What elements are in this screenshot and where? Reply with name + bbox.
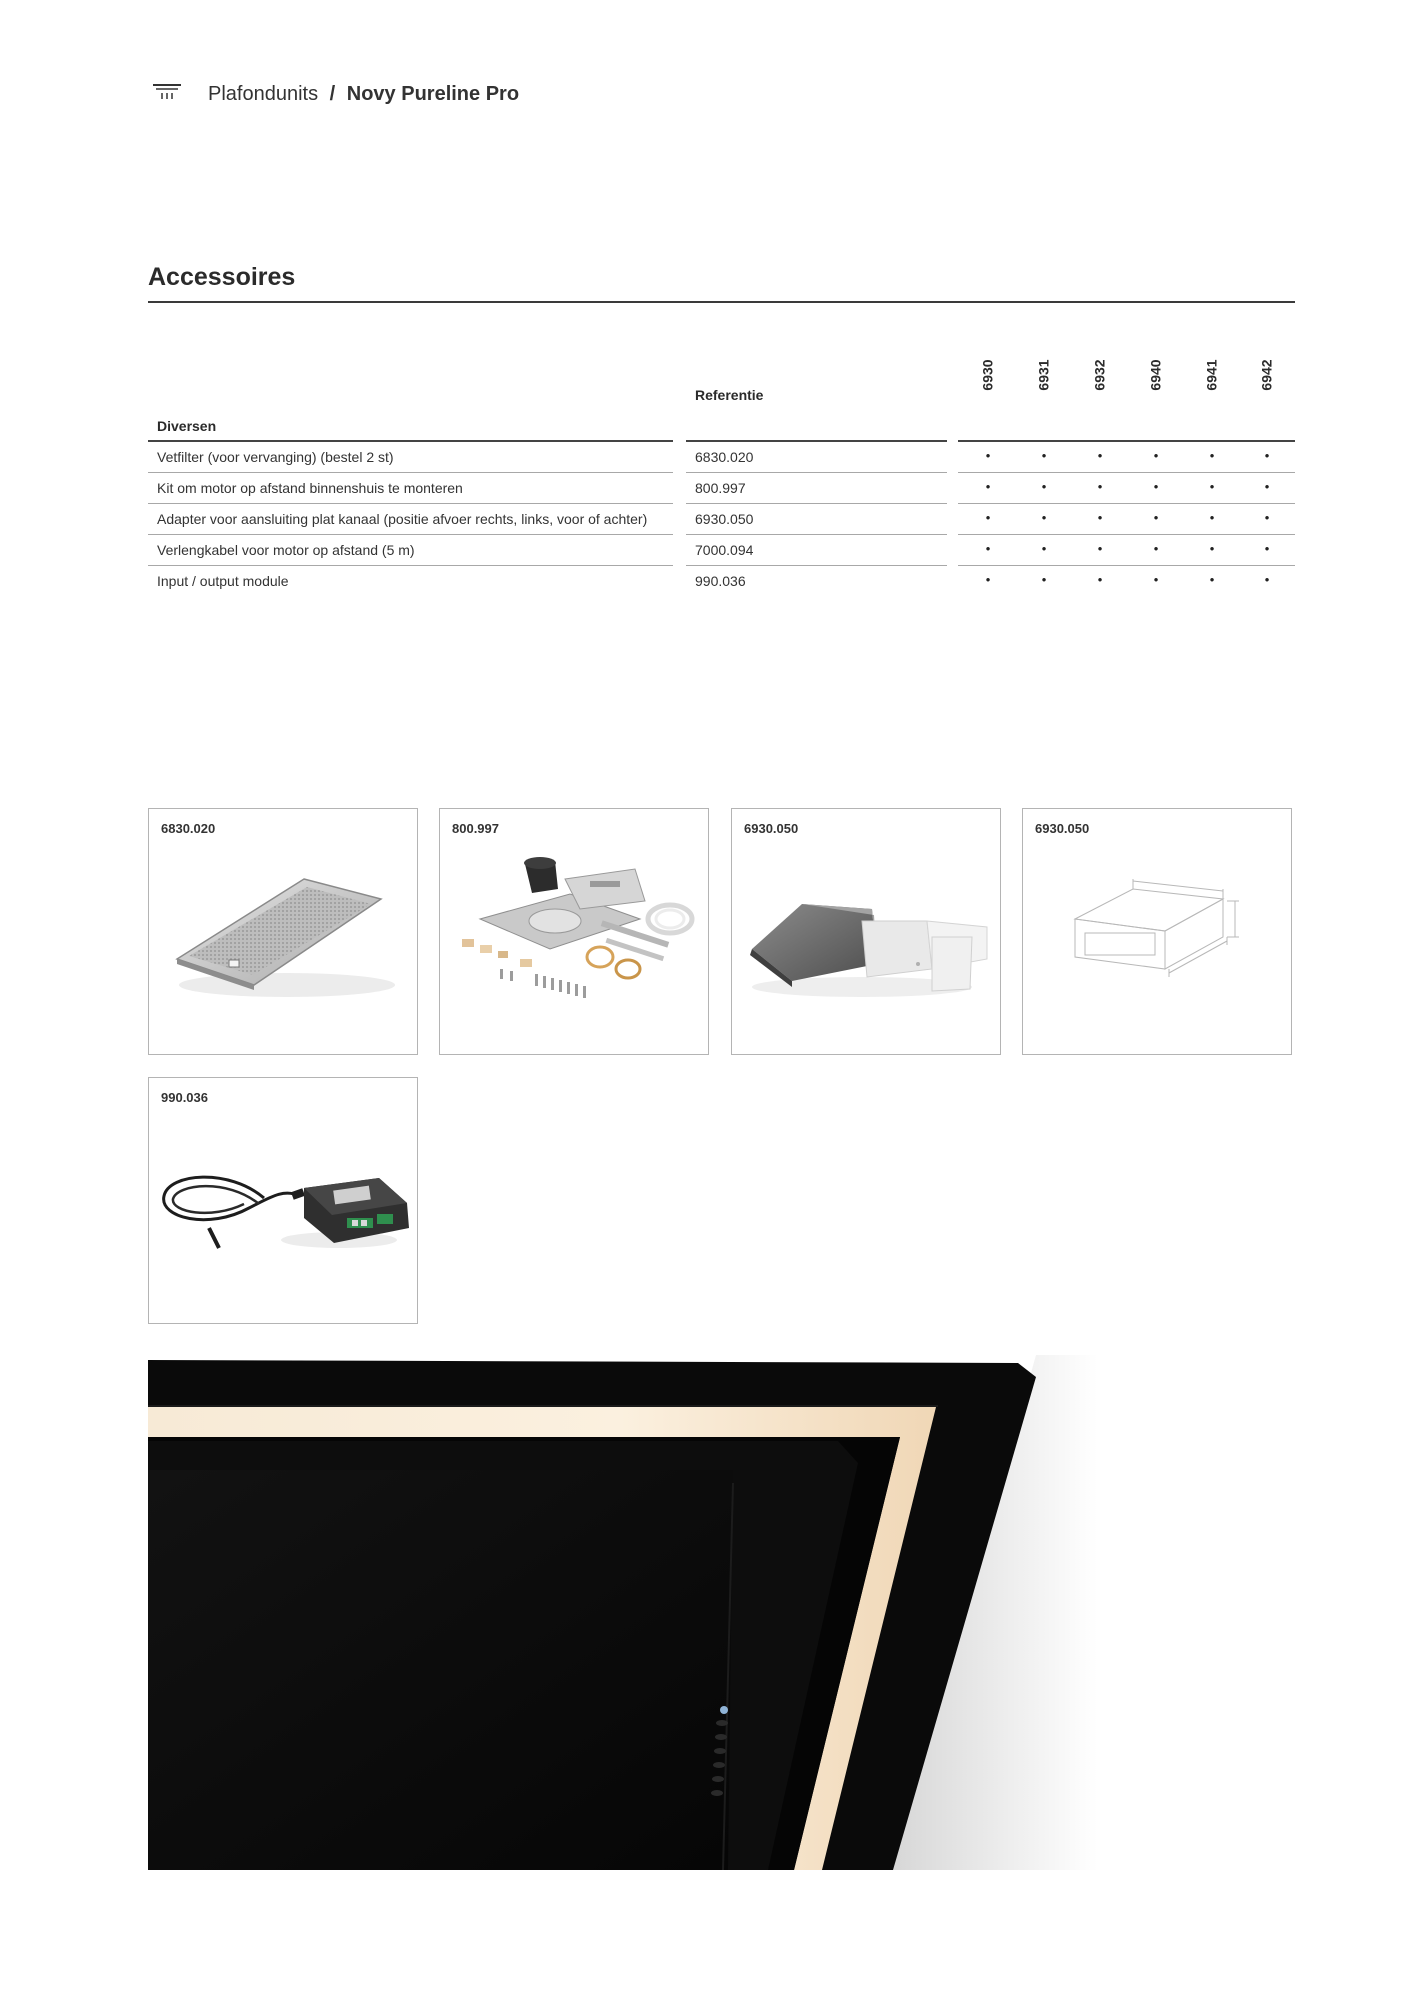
- availability-mark: •: [1264, 541, 1270, 556]
- ceiling-hood-icon: [152, 82, 182, 106]
- section-divider: [148, 301, 1295, 303]
- row-description: Vetfilter (voor vervanging) (bestel 2 st): [157, 449, 394, 465]
- table-row: [148, 442, 1295, 473]
- adapter-technical-drawing: [1023, 809, 1293, 1056]
- accessory-code: 990.036: [161, 1090, 208, 1105]
- row-reference: 990.036: [695, 573, 746, 589]
- availability-mark: •: [1209, 572, 1215, 587]
- breadcrumb: [208, 83, 519, 106]
- availability-mark: •: [985, 448, 991, 463]
- model-header: 6941: [1204, 359, 1220, 391]
- breadcrumb-product: Novy Pureline Pro: [346, 82, 520, 105]
- model-header: 6932: [1092, 359, 1108, 391]
- table-row: [148, 504, 1295, 535]
- row-reference: 6930.050: [695, 511, 754, 527]
- accessory-card: [731, 808, 1001, 1055]
- availability-mark: •: [1041, 479, 1047, 494]
- model-header: 6931: [1036, 359, 1052, 391]
- table-row: [148, 535, 1295, 566]
- availability-mark: •: [1264, 510, 1270, 525]
- availability-mark: •: [1153, 448, 1159, 463]
- page-header: [152, 74, 519, 114]
- grease-filter-image: [149, 809, 419, 1056]
- row-description: Adapter voor aansluiting plat kanaal (positie afvoer rechts, links, voor of achter): [157, 511, 648, 527]
- accessory-code: 6930.050: [1035, 821, 1090, 836]
- model-column-headers: [960, 340, 1295, 410]
- availability-mark: •: [1264, 572, 1270, 587]
- accessory-code: 6930.050: [744, 821, 799, 836]
- availability-mark: •: [1041, 510, 1047, 525]
- availability-mark: •: [985, 510, 991, 525]
- availability-mark: •: [985, 541, 991, 556]
- row-reference: 7000.094: [695, 542, 754, 558]
- availability-mark: •: [1097, 448, 1103, 463]
- row-reference: 6830.020: [695, 449, 754, 465]
- row-reference: 800.997: [695, 480, 746, 496]
- section-title: Accessoires: [148, 263, 296, 291]
- availability-mark: •: [1153, 541, 1159, 556]
- model-header: 6942: [1259, 359, 1275, 391]
- group-label: Diversen: [157, 418, 217, 434]
- accessory-card: [1022, 808, 1292, 1055]
- availability-mark: •: [1041, 572, 1047, 587]
- availability-mark: •: [985, 479, 991, 494]
- availability-mark: •: [1041, 448, 1047, 463]
- table-row: [148, 566, 1295, 597]
- accessory-code: 800.997: [452, 821, 499, 836]
- ceiling-hood-photo: [148, 1355, 1098, 1870]
- availability-mark: •: [985, 572, 991, 587]
- flat-duct-adapter-image: [732, 809, 1002, 1056]
- availability-mark: •: [1153, 510, 1159, 525]
- availability-mark: •: [1153, 479, 1159, 494]
- accessory-card: [148, 1077, 418, 1324]
- row-description: Verlengkabel voor motor op afstand (5 m): [157, 542, 415, 558]
- availability-mark: •: [1097, 479, 1103, 494]
- accessory-card: [439, 808, 709, 1055]
- accessory-code: 6830.020: [161, 821, 216, 836]
- availability-mark: •: [1264, 448, 1270, 463]
- model-header: 6940: [1148, 359, 1164, 391]
- availability-mark: •: [1097, 572, 1103, 587]
- accessory-card: [148, 808, 418, 1055]
- reference-column-header: Referentie: [695, 387, 764, 403]
- availability-mark: •: [1097, 541, 1103, 556]
- model-header: 6930: [980, 359, 996, 391]
- availability-mark: •: [1041, 541, 1047, 556]
- availability-mark: •: [1264, 479, 1270, 494]
- row-description: Kit om motor op afstand binnenshuis te monteren: [157, 480, 463, 496]
- availability-mark: •: [1209, 448, 1215, 463]
- row-description: Input / output module: [157, 573, 289, 589]
- breadcrumb-category: Plafondunits: [208, 82, 319, 105]
- remote-motor-kit-image: [440, 809, 710, 1056]
- breadcrumb-separator: /: [329, 82, 336, 105]
- availability-mark: •: [1097, 510, 1103, 525]
- availability-mark: •: [1209, 479, 1215, 494]
- io-module-image: [149, 1078, 419, 1325]
- availability-mark: •: [1209, 541, 1215, 556]
- availability-mark: •: [1153, 572, 1159, 587]
- availability-mark: •: [1209, 510, 1215, 525]
- accessories-table: [148, 442, 1295, 597]
- table-row: [148, 473, 1295, 504]
